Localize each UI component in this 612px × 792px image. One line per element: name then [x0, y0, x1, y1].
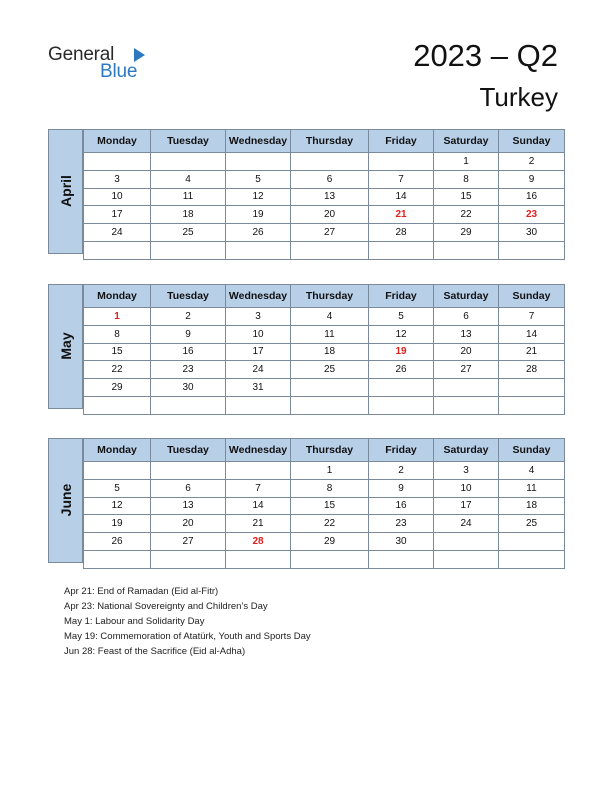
day-cell: 23 [369, 515, 434, 533]
day-cell: 25 [499, 515, 565, 533]
day-cell [84, 462, 151, 480]
weekday-header-row [84, 130, 565, 153]
day-cell: 16 [499, 188, 565, 206]
day-cell: 18 [151, 206, 226, 224]
week-row [84, 343, 565, 361]
week-row [84, 497, 565, 515]
day-cell: 5 [84, 479, 151, 497]
day-cell [369, 153, 434, 171]
day-cell: 3 [226, 308, 291, 326]
day-cell [84, 241, 151, 259]
country-name: Turkey [479, 82, 558, 112]
week-row [84, 224, 565, 242]
day-cell: 9 [499, 170, 565, 188]
day-cell: 14 [499, 325, 565, 343]
day-cell [434, 379, 499, 397]
day-cell: 23 [499, 206, 565, 224]
day-cell: 5 [369, 308, 434, 326]
holiday-notes [64, 584, 311, 659]
day-cell: 25 [151, 224, 226, 242]
day-cell [369, 241, 434, 259]
month-table [83, 284, 565, 415]
day-cell: 26 [369, 361, 434, 379]
day-cell: 12 [369, 325, 434, 343]
day-cell [84, 550, 151, 568]
weekday-header: Wednesday [226, 439, 291, 462]
day-cell: 11 [151, 188, 226, 206]
day-cell: 15 [434, 188, 499, 206]
day-cell: 6 [434, 308, 499, 326]
day-cell [84, 396, 151, 414]
day-cell: 30 [151, 379, 226, 397]
weekday-header: Friday [369, 130, 434, 153]
day-cell: 3 [434, 462, 499, 480]
day-cell: 27 [434, 361, 499, 379]
weekday-header: Tuesday [151, 285, 226, 308]
week-row [84, 550, 565, 568]
page-title: 2023 – Q2 [413, 38, 558, 73]
logo-blue-text: Blue [100, 61, 138, 82]
week-row [84, 308, 565, 326]
day-cell: 9 [151, 325, 226, 343]
day-cell: 8 [434, 170, 499, 188]
weekday-header: Friday [369, 285, 434, 308]
day-cell: 7 [369, 170, 434, 188]
month-table [83, 129, 565, 260]
weekday-header-row [84, 439, 565, 462]
day-cell: 22 [84, 361, 151, 379]
week-row [84, 170, 565, 188]
logo-triangle-icon [134, 48, 145, 62]
holiday-note: Apr 21: End of Ramadan (Eid al-Fitr) [64, 586, 219, 597]
day-cell: 18 [291, 343, 369, 361]
day-cell: 10 [434, 479, 499, 497]
day-cell: 30 [369, 533, 434, 551]
day-cell [291, 153, 369, 171]
day-cell: 26 [226, 224, 291, 242]
weekday-header: Monday [84, 439, 151, 462]
month-name: April [57, 175, 74, 208]
day-cell [226, 241, 291, 259]
day-cell [434, 241, 499, 259]
day-cell: 1 [291, 462, 369, 480]
day-cell: 7 [226, 479, 291, 497]
day-cell: 4 [499, 462, 565, 480]
day-cell: 17 [226, 343, 291, 361]
day-cell: 8 [291, 479, 369, 497]
weekday-header: Sunday [499, 285, 565, 308]
weekday-header: Tuesday [151, 130, 226, 153]
week-row [84, 396, 565, 414]
day-cell: 13 [151, 497, 226, 515]
day-cell: 24 [84, 224, 151, 242]
day-cell: 20 [434, 343, 499, 361]
day-cell: 6 [291, 170, 369, 188]
day-cell: 19 [369, 343, 434, 361]
month-name: May [57, 332, 74, 361]
holiday-note: Apr 23: National Sovereignty and Children’s Day [64, 601, 268, 612]
day-cell: 28 [226, 533, 291, 551]
day-cell: 11 [499, 479, 565, 497]
week-row [84, 325, 565, 343]
day-cell: 28 [499, 361, 565, 379]
day-cell: 2 [151, 308, 226, 326]
week-row [84, 479, 565, 497]
day-cell [226, 396, 291, 414]
day-cell: 23 [151, 361, 226, 379]
day-cell: 12 [226, 188, 291, 206]
week-row [84, 241, 565, 259]
day-cell [369, 379, 434, 397]
day-cell: 11 [291, 325, 369, 343]
day-cell [226, 550, 291, 568]
day-cell [226, 462, 291, 480]
weekday-header: Monday [84, 130, 151, 153]
week-row [84, 462, 565, 480]
day-cell: 21 [369, 206, 434, 224]
week-row [84, 515, 565, 533]
day-cell: 21 [499, 343, 565, 361]
day-cell: 2 [499, 153, 565, 171]
weekday-header: Saturday [434, 285, 499, 308]
day-cell: 4 [291, 308, 369, 326]
day-cell: 29 [291, 533, 369, 551]
day-cell: 22 [291, 515, 369, 533]
week-row [84, 188, 565, 206]
day-cell: 7 [499, 308, 565, 326]
day-cell [499, 379, 565, 397]
weekday-header: Sunday [499, 439, 565, 462]
day-cell [369, 550, 434, 568]
day-cell: 29 [434, 224, 499, 242]
week-row [84, 206, 565, 224]
weekday-header: Thursday [291, 130, 369, 153]
month-name: June [57, 484, 74, 517]
day-cell: 20 [151, 515, 226, 533]
day-cell: 12 [84, 497, 151, 515]
weekday-header: Saturday [434, 439, 499, 462]
day-cell: 30 [499, 224, 565, 242]
day-cell: 1 [84, 308, 151, 326]
week-row [84, 379, 565, 397]
day-cell: 9 [369, 479, 434, 497]
day-cell: 18 [499, 497, 565, 515]
weekday-header: Wednesday [226, 285, 291, 308]
week-row [84, 533, 565, 551]
day-cell [291, 241, 369, 259]
day-cell: 17 [84, 206, 151, 224]
day-cell: 15 [291, 497, 369, 515]
day-cell: 15 [84, 343, 151, 361]
weekday-header: Thursday [291, 439, 369, 462]
day-cell: 29 [84, 379, 151, 397]
weekday-header: Saturday [434, 130, 499, 153]
day-cell [151, 462, 226, 480]
month-label [48, 438, 83, 563]
weekday-header: Friday [369, 439, 434, 462]
day-cell: 27 [291, 224, 369, 242]
weekday-header: Sunday [499, 130, 565, 153]
month-label [48, 129, 83, 254]
day-cell: 13 [291, 188, 369, 206]
day-cell [369, 396, 434, 414]
holiday-note: Jun 28: Feast of the Sacrifice (Eid al-Adha) [64, 646, 246, 657]
day-cell [434, 533, 499, 551]
day-cell: 5 [226, 170, 291, 188]
weekday-header: Tuesday [151, 439, 226, 462]
day-cell [499, 241, 565, 259]
day-cell [151, 153, 226, 171]
day-cell: 19 [84, 515, 151, 533]
month-label [48, 284, 83, 409]
day-cell: 24 [226, 361, 291, 379]
day-cell: 16 [369, 497, 434, 515]
day-cell: 21 [226, 515, 291, 533]
day-cell [226, 153, 291, 171]
day-cell: 1 [434, 153, 499, 171]
day-cell: 2 [369, 462, 434, 480]
day-cell [499, 396, 565, 414]
week-row [84, 153, 565, 171]
day-cell [291, 396, 369, 414]
day-cell [291, 550, 369, 568]
day-cell: 22 [434, 206, 499, 224]
day-cell: 19 [226, 206, 291, 224]
day-cell: 25 [291, 361, 369, 379]
week-row [84, 361, 565, 379]
day-cell [151, 241, 226, 259]
day-cell: 28 [369, 224, 434, 242]
weekday-header-row [84, 285, 565, 308]
holiday-note: May 1: Labour and Solidarity Day [64, 616, 205, 627]
day-cell: 24 [434, 515, 499, 533]
day-cell: 3 [84, 170, 151, 188]
day-cell [434, 550, 499, 568]
day-cell: 27 [151, 533, 226, 551]
day-cell: 17 [434, 497, 499, 515]
month-table [83, 438, 565, 569]
weekday-header: Monday [84, 285, 151, 308]
day-cell: 8 [84, 325, 151, 343]
day-cell: 16 [151, 343, 226, 361]
day-cell: 6 [151, 479, 226, 497]
generalblue-logo [48, 44, 148, 84]
day-cell: 10 [84, 188, 151, 206]
day-cell: 14 [226, 497, 291, 515]
day-cell: 26 [84, 533, 151, 551]
day-cell [151, 396, 226, 414]
weekday-header: Wednesday [226, 130, 291, 153]
day-cell [499, 533, 565, 551]
holiday-note: May 19: Commemoration of Atatürk, Youth and Sports Day [64, 631, 311, 642]
day-cell [84, 153, 151, 171]
day-cell: 20 [291, 206, 369, 224]
day-cell [151, 550, 226, 568]
day-cell: 31 [226, 379, 291, 397]
day-cell: 10 [226, 325, 291, 343]
weekday-header: Thursday [291, 285, 369, 308]
logo-general-text: General [48, 44, 115, 65]
day-cell: 13 [434, 325, 499, 343]
day-cell [434, 396, 499, 414]
day-cell [291, 379, 369, 397]
day-cell [499, 550, 565, 568]
day-cell: 14 [369, 188, 434, 206]
day-cell: 4 [151, 170, 226, 188]
